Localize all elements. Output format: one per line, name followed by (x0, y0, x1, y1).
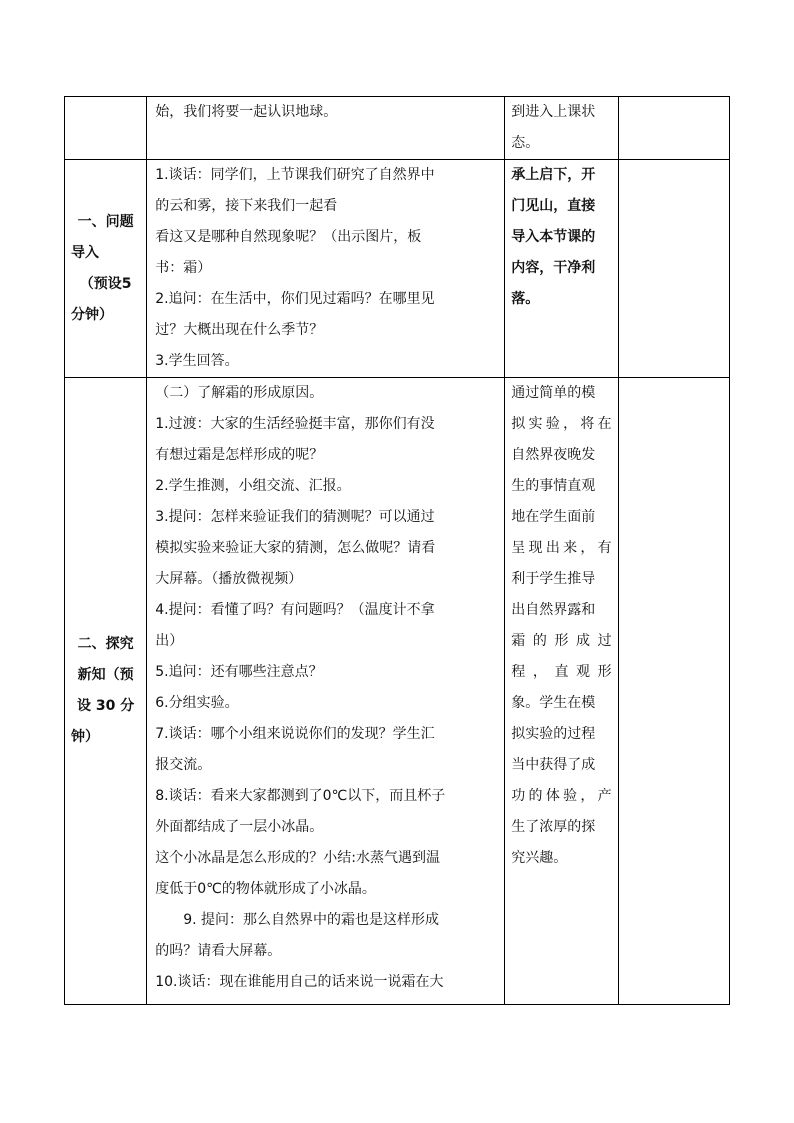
activity-line: 报交流。 (155, 757, 212, 773)
activity-line: 大屏幕。（播放微视频） (155, 571, 303, 587)
activity-line: 外面都结成了一层小冰晶。 (155, 819, 324, 835)
design-line: 功的体验，产 (511, 788, 612, 804)
table-row (65, 378, 730, 1005)
design-line: 地在学生面前 (511, 509, 596, 525)
activity-line: 这个小冰晶是怎么形成的？小结:水蒸气遇到温 (155, 850, 440, 866)
activity-line: 3.提问：怎样来验证我们的猜测呢？可以通过 (155, 509, 435, 525)
activity-line: 的云和雾，接下来我们一起看 (155, 198, 338, 214)
notes-cell (618, 160, 729, 378)
activity-line: 度低于0℃的物体就形成了小冰晶。 (155, 881, 376, 897)
lesson-plan-table (64, 96, 730, 1005)
activity-line: 2.学生推测，小组交流、汇报。 (155, 478, 351, 494)
design-line: 承上启下，开 (511, 167, 596, 183)
design-line: 出自然界露和 (511, 602, 596, 618)
design-intent-cell (505, 97, 618, 160)
activity-cell (147, 378, 505, 1005)
notes-cell (618, 378, 729, 1005)
activity-line: 9. 提问：那么自然界中的霜也是这样形成 (155, 912, 440, 928)
activity-line: 看这又是哪种自然现象呢？（出示图片，板 (155, 229, 422, 245)
design-line: 通过简单的模 (511, 385, 596, 401)
design-line: 生的事情直观 (511, 478, 596, 494)
activity-cell (147, 97, 505, 160)
design-line: 落。 (511, 291, 540, 307)
design-line: 态。 (511, 135, 540, 151)
stage-cell (65, 160, 147, 378)
activity-line: 8.谈话：看来大家都测到了0℃以下，而且杯子 (155, 788, 446, 804)
stage-label-line: 分钟） (71, 306, 113, 323)
design-line: 生了浓厚的探 (511, 819, 596, 835)
design-line: 拟实验，将在 (511, 416, 612, 432)
design-line: 自然界夜晚发 (511, 447, 596, 463)
stage-label-line: 新知（预 (77, 667, 134, 683)
activity-line: 模拟实验来验证大家的猜测，怎么做呢？请看 (155, 540, 436, 556)
design-line: 象。学生在模 (511, 695, 596, 711)
design-line: 霜的形成过 (511, 633, 612, 649)
design-line: 内容，干净利 (511, 260, 596, 276)
activity-line: 2.追问：在生活中，你们见过霜吗？在哪里见 (155, 291, 435, 307)
stage-cell (65, 378, 147, 1005)
activity-line: （二）了解霜的形成原因。 (155, 385, 324, 401)
activity-line: 过？大概出现在什么季节？ (155, 322, 324, 338)
stage-label-line: 导入 (71, 244, 99, 261)
activity-line: 始，我们将要一起认识地球。 (155, 104, 338, 120)
stage-label-line: 设 30 分 (77, 698, 135, 714)
stage-label-line: 钟） (71, 729, 99, 745)
activity-line: 7.谈话：哪个小组来说说你们的发现？学生汇 (155, 726, 435, 742)
activity-line: 6.分组实验。 (155, 695, 239, 711)
design-line: 到进入上课状 (511, 104, 596, 120)
design-line: 拟实验的过程 (511, 726, 596, 742)
notes-cell (618, 97, 729, 160)
stage-label-line: 一、问题 (77, 213, 134, 230)
design-intent-cell (505, 160, 618, 378)
design-line: 程，直观形 (511, 664, 612, 680)
activity-line: 出） (155, 633, 184, 649)
activity-line: 3.学生回答。 (155, 353, 239, 369)
stage-label-line: 二、探究 (77, 636, 134, 652)
activity-line: 1.谈话：同学们，上节课我们研究了自然界中 (155, 167, 435, 183)
stage-cell (65, 97, 147, 160)
activity-line: 1.过渡：大家的生活经验挺丰富，那你们有没 (155, 416, 435, 432)
activity-line: 有想过霜是怎样形成的呢？ (155, 447, 324, 463)
design-line: 导入本节课的 (511, 229, 596, 245)
design-line: 究兴趣。 (511, 850, 568, 866)
table-row (65, 97, 730, 160)
design-line: 门见山，直接 (511, 198, 596, 214)
design-line: 当中获得了成 (511, 757, 596, 773)
activity-line: 4.提问：看懂了吗？有问题吗？（温度计不拿 (155, 602, 435, 618)
stage-label-line: （预设5 (79, 275, 132, 292)
activity-line: 的吗？请看大屏幕。 (155, 943, 282, 959)
activity-line: 书：霜） (155, 260, 212, 276)
design-line: 呈现出来，有 (511, 540, 612, 556)
table-row (65, 160, 730, 378)
activity-cell (147, 160, 505, 378)
design-line: 利于学生推导 (511, 571, 596, 587)
activity-line: 5.追问：还有哪些注意点？ (155, 664, 323, 680)
design-intent-cell (505, 378, 618, 1005)
activity-line: 10.谈话：现在谁能用自己的话来说一说霜在大 (155, 974, 444, 990)
